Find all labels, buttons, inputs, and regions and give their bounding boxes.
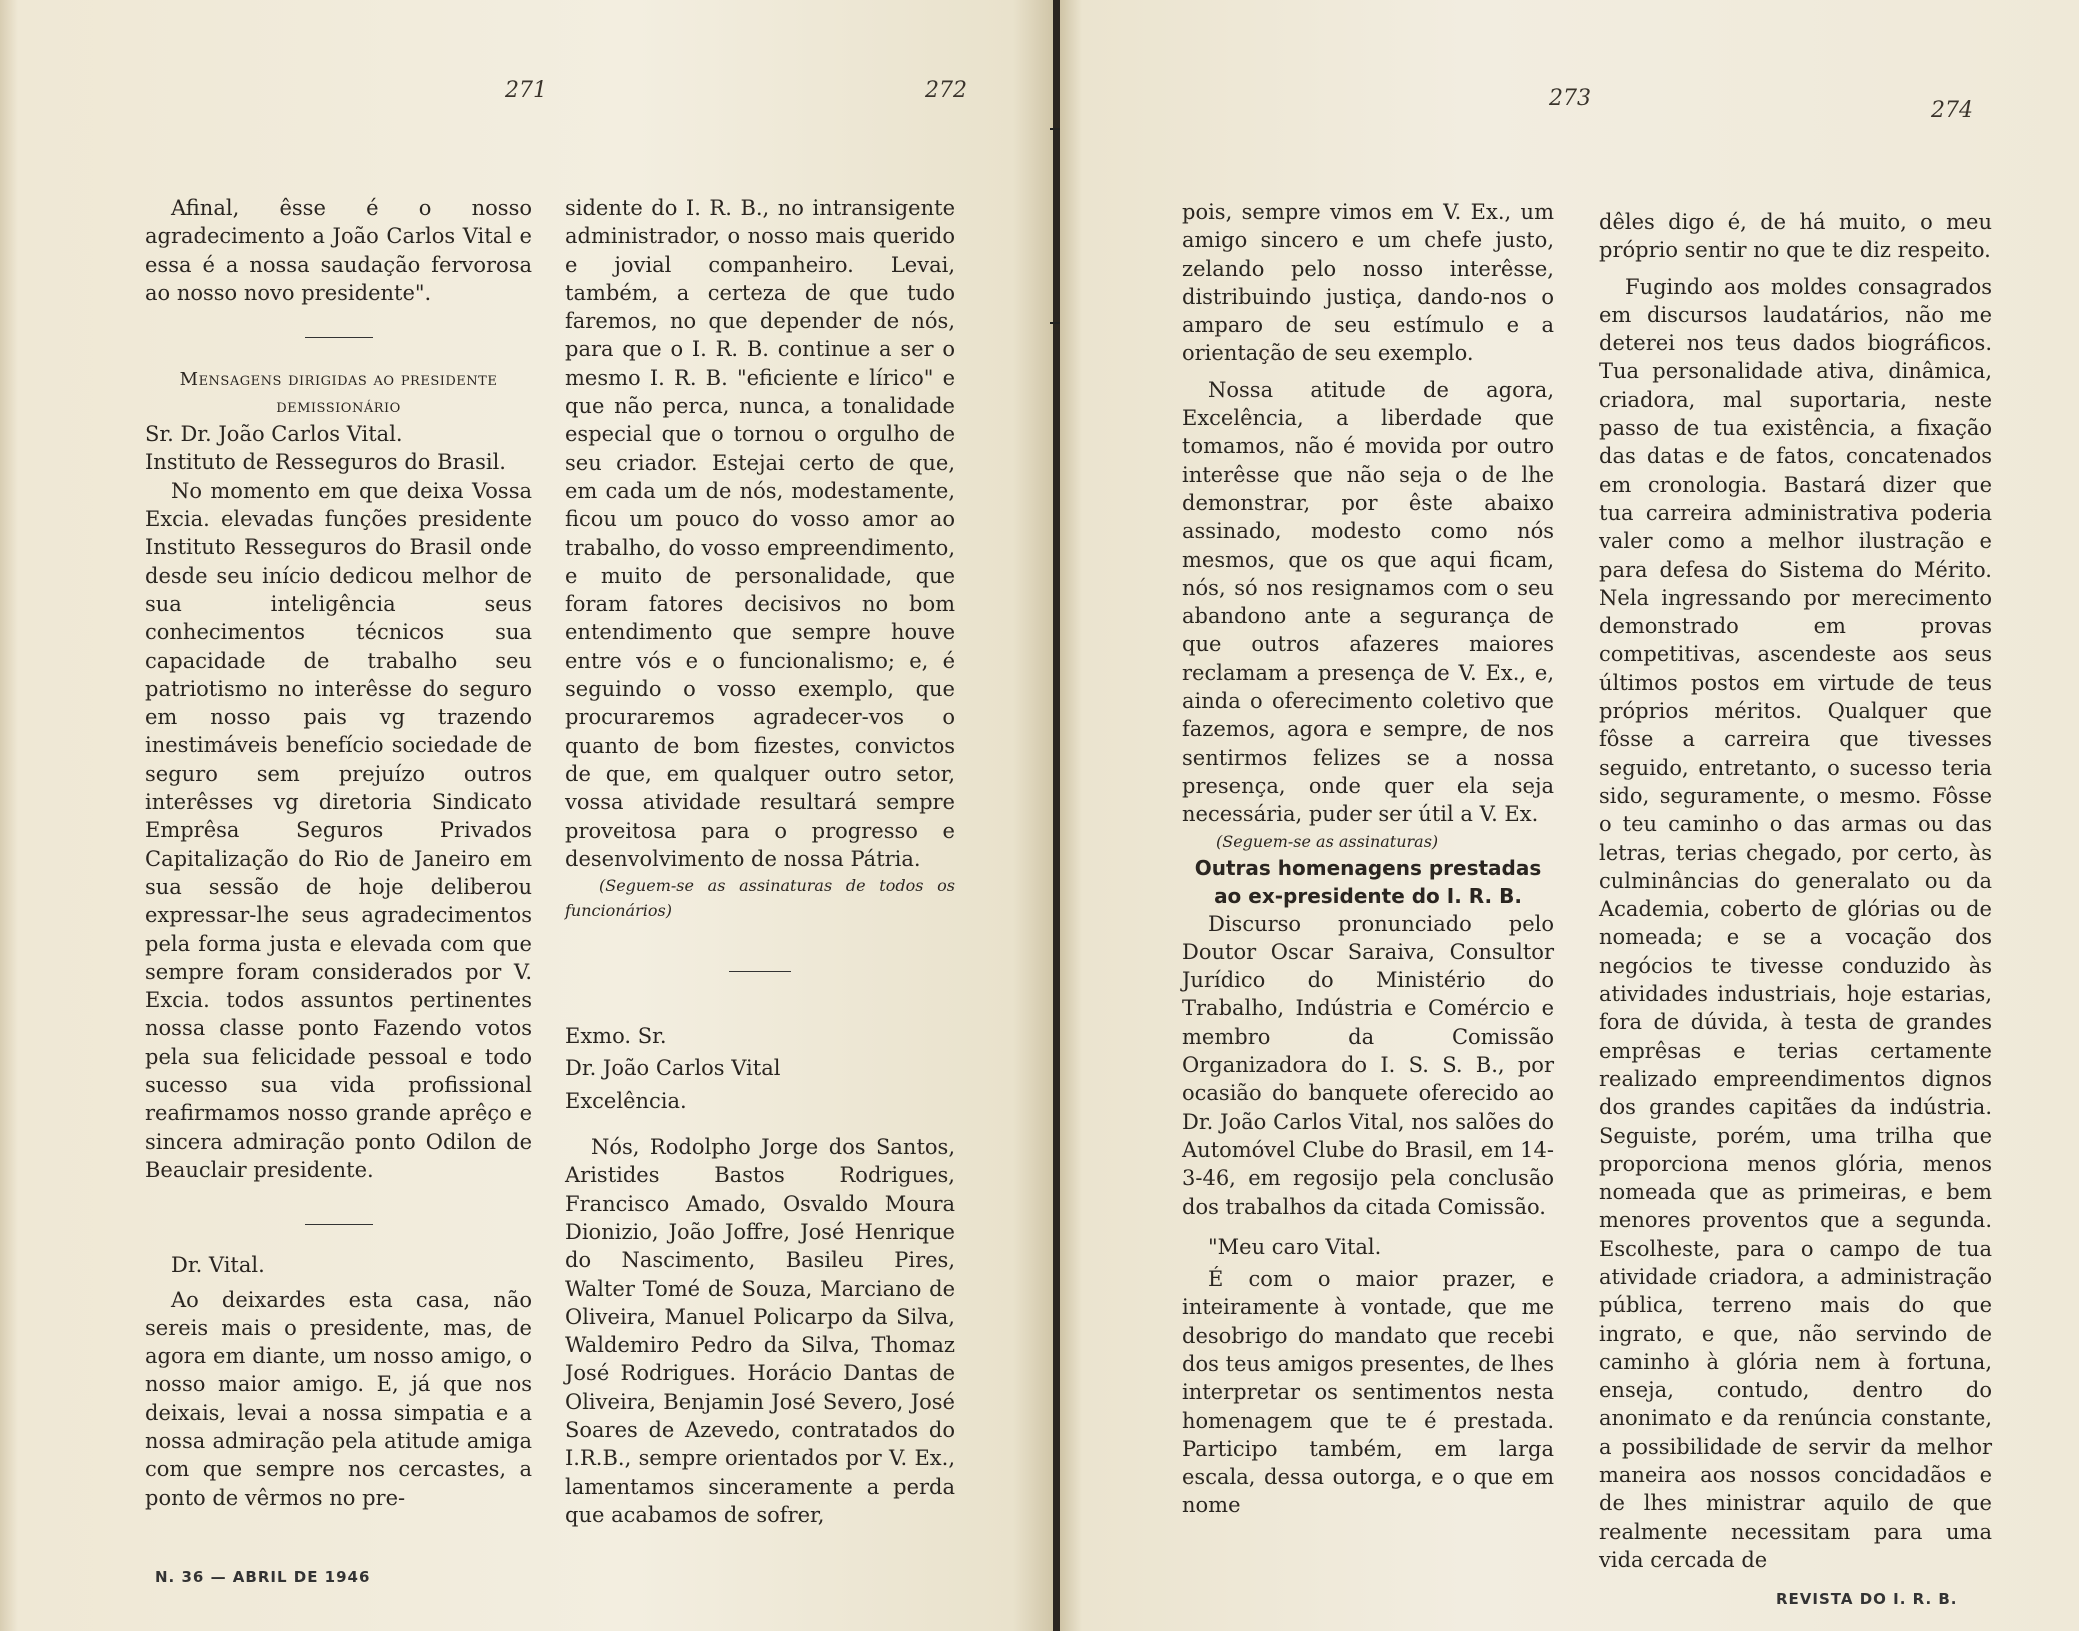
signature-note: (Seguem-se as assinaturas de todos os funcionários)	[565, 876, 955, 921]
letter-greeting: Dr. Vital.	[171, 1253, 265, 1278]
section-divider	[729, 971, 791, 972]
footer-issue: N. 36 — ABRIL DE 1946	[155, 1568, 371, 1586]
telegram-salutation-org: Instituto de Resseguros do Brasil.	[145, 450, 506, 475]
column-page-271	[145, 194, 532, 1512]
letter-continuation: pois, sempre vimos em V. Ex., um amigo sincero e um chefe justo, zelando pelo nosso interêsse, distribuindo justiça, dando-nos o amparo de seu estímulo e a orientação de seu exemplo.	[1182, 200, 1554, 366]
page-number-272: 272	[925, 78, 967, 103]
address-name: Dr. João Carlos Vital	[565, 1056, 781, 1081]
speech-paragraph: Fugindo aos moldes consagrados em discursos laudatários, não me deterei nos teus dados biográficos. Tua personalidade ativa, dinâmica, criadora, mal suportaria, neste passo de tua existência, a fixação das datas e de fatos, concatenados em cronologia. Bastará dizer que tua carreira administrativa poderia valer como a melhor ilustração e para defesa do Sistema do Mérito. Nela ingressando por merecimento demonstrado em provas competitivas, ascendeste aos seus últimos postos em virtude de teus próprios méritos. Qualquer que fôsse a carreira que tivesses seguido, entretanto, o sucesso teria sido, seguramente, o mesmo. Fôsse o teu caminho o das armas ou das letras, terias chegado, por certo, às culminâncias do generalato ou da Academia, coberto de glórias ou de nomeada; e se a vocação dos negócios te tivesse conduzido às atividades industriais, hoje estarias, fora de dúvida, à testa de grandes emprêsas e terias certamente realizado empreendimentos dignos dos grandes capitães da indústria. Seguiste, porém, uma trilha que proporciona menos glória, menos nomeada que as primeiras, e bem menores proventos que a segunda. Escolheste, para o campo de tua atividade criadora, a administração pública, terreno mais do que ingrato, e que, não servindo de caminho à glória nem à fortuna, enseja, contudo, dentro do anonimato e da renúncia constante, a possibilidade de servir da melhor maneira aos nossos concidadãos e de lhes ministrar aquilo de que realmente necessitam para uma vida cercada de	[1599, 274, 1992, 1572]
speech-greeting: "Meu caro Vital.	[1208, 1234, 1382, 1259]
section-heading: Mensagens dirigidas ao presidente demissionário	[179, 369, 498, 418]
section-heading: Outras homenagens prestadas ao ex-presidente do I. R. B.	[1194, 855, 1542, 908]
section-divider	[305, 337, 373, 338]
telegram-salutation-name: Sr. Dr. João Carlos Vital.	[145, 422, 403, 447]
page-number-271: 271	[505, 78, 547, 103]
letter-body: Nós, Rodolpho Jorge dos Santos, Aristides Bastos Rodrigues, Francisco Amado, Osvaldo Moura Dionizio, João Joffre, José Henrique do Nascimento, Basileu Pires, Walter Tomé de Souza, Marciano de Oliveira, Manuel Policarpo da Silva, Waldemiro Pedro da Silva, Thomaz José Rodrigues. Horácio Dantas de Oliveira, Benjamin José Severo, José Soares de Azevedo, contratados do I.R.B., sempre orientados por V. Ex., lamentamos sinceramente a perda que acabamos de sofrer,	[565, 1135, 955, 1527]
letter-body: Ao deixardes esta casa, não sereis mais o presidente, mas, de agora em diante, um nosso amigo, o nosso maior amigo. E, já que nos deixais, levai a nossa simpatia e a nossa admiração pela atitude amiga com que sempre nos cercastes, a ponto de vêrmos no pre-	[145, 1287, 532, 1510]
section-divider	[305, 1224, 373, 1225]
page-number-273: 273	[1549, 86, 1591, 111]
speech-intro: Discurso pronunciado pelo Doutor Oscar Saraiva, Consultor Jurídico do Ministério do Trabalho, Indústria e Comércio e membro da Comissão Organizadora do I. S. S. B., por ocasião do banquete oferecido ao Dr. João Carlos Vital, nos salões do Automóvel Clube do Brasil, em 14-3-46, em regosijo pela conclusão dos trabalhos da citada Comissão.	[1182, 911, 1554, 1219]
footer-journal: REVISTA DO I. R. B.	[1776, 1590, 1958, 1608]
column-page-274	[1599, 208, 1992, 1574]
address-line: Exmo. Sr.	[565, 1024, 667, 1049]
page-number-274: 274	[1931, 98, 1973, 123]
letter-paragraph: Nossa atitude de agora, Excelência, a liberdade que tomamos, não é movida por outro interêsse que não seja o de lhe demonstrar, por êste abaixo assinado, modesto como nós mesmos, que os que aqui ficam, nós, só nos resignamos com o seu abandono ante a segurança de que outros afazeres maiores reclamam a presença de V. Ex., e, ainda o oferecimento coletivo que fazemos, agora e sempre, de nos sentirmos felizes se a nossa presença, onde quer ela seja necessária, puder ser útil a V. Ex.	[1182, 377, 1554, 827]
margin-mark	[1050, 322, 1060, 324]
letter-continuation: sidente do I. R. B., no intransigente administrador, o nosso mais querido e jovial companheiro. Levai, também, a certeza de que tudo faremos, no que depender de nós, para que o I. R. B. continue a ser o mesmo I. R. B. "eficiente e lírico" e que não perca, nunca, a tonalidade especial que o tornou o orgulho de seu criador. Estejai certo de que, em cada um de nós, modestamente, ficou um pouco do vosso amor ao trabalho, do vosso empreendimento, e muito de personalidade, que foram fatores decisivos no bom entendimento que sempre houve entre vós e o funcionalismo; e, é seguindo o vosso exemplo, que procuraremos agradecer-vos o quanto de bom fizestes, convictos de que, em qualquer outro setor, vossa atividade resultará sempre proveitosa para o progresso e desenvolvimento de nossa Pátria.	[565, 196, 955, 871]
opening-paragraph: Afinal, êsse é o nosso agradecimento a João Carlos Vital e essa é a nossa saudação fervorosa ao nosso novo presidente".	[145, 196, 532, 305]
speech-continuation: dêles digo é, de há muito, o meu próprio sentir no que te diz respeito.	[1599, 210, 1992, 263]
telegram-body: No momento em que deixa Vossa Excia. elevadas funções presidente Instituto Resseguros do Brasil onde desde seu início dedicou melhor de sua inteligência seus conhecimentos técnicos sua capacidade de trabalho seu patriotismo no interêsse do seguro em nosso pais vg trazendo inestimáveis benefício sociedade de seguro sem prejuízo outros interêsses vg diretoria Sindicato Emprêsa Seguros Privados Capitalização do Rio de Janeiro em sua sessão de hoje deliberou expressar-lhe seus agradecimentos pela forma justa e elevada com que sempre foram considerados por V. Excia. todos assuntos pertinentes nossa classe ponto Fazendo votos pela sua felicidade pessoal e todo sucesso sua vida profissional reafirmamos nosso grande aprêço e sincera admiração ponto Odilon de Beauclair presidente.	[145, 478, 532, 1182]
address-title: Excelência.	[565, 1088, 687, 1113]
right-leaf	[1060, 0, 2079, 1631]
speech-body: É com o maior prazer, e inteiramente à vontade, que me desobrigo do mandato que recebi dos teus amigos presentes, de lhes interpretar os sentimentos nesta homenagem que te é prestada. Participo também, em larga escala, dessa outorga, e o que em nome	[1182, 1267, 1554, 1518]
column-page-273	[1182, 198, 1554, 1520]
column-page-272	[565, 194, 955, 1529]
signature-note: (Seguem-se as assinaturas)	[1216, 831, 1439, 851]
margin-mark	[1050, 128, 1060, 130]
